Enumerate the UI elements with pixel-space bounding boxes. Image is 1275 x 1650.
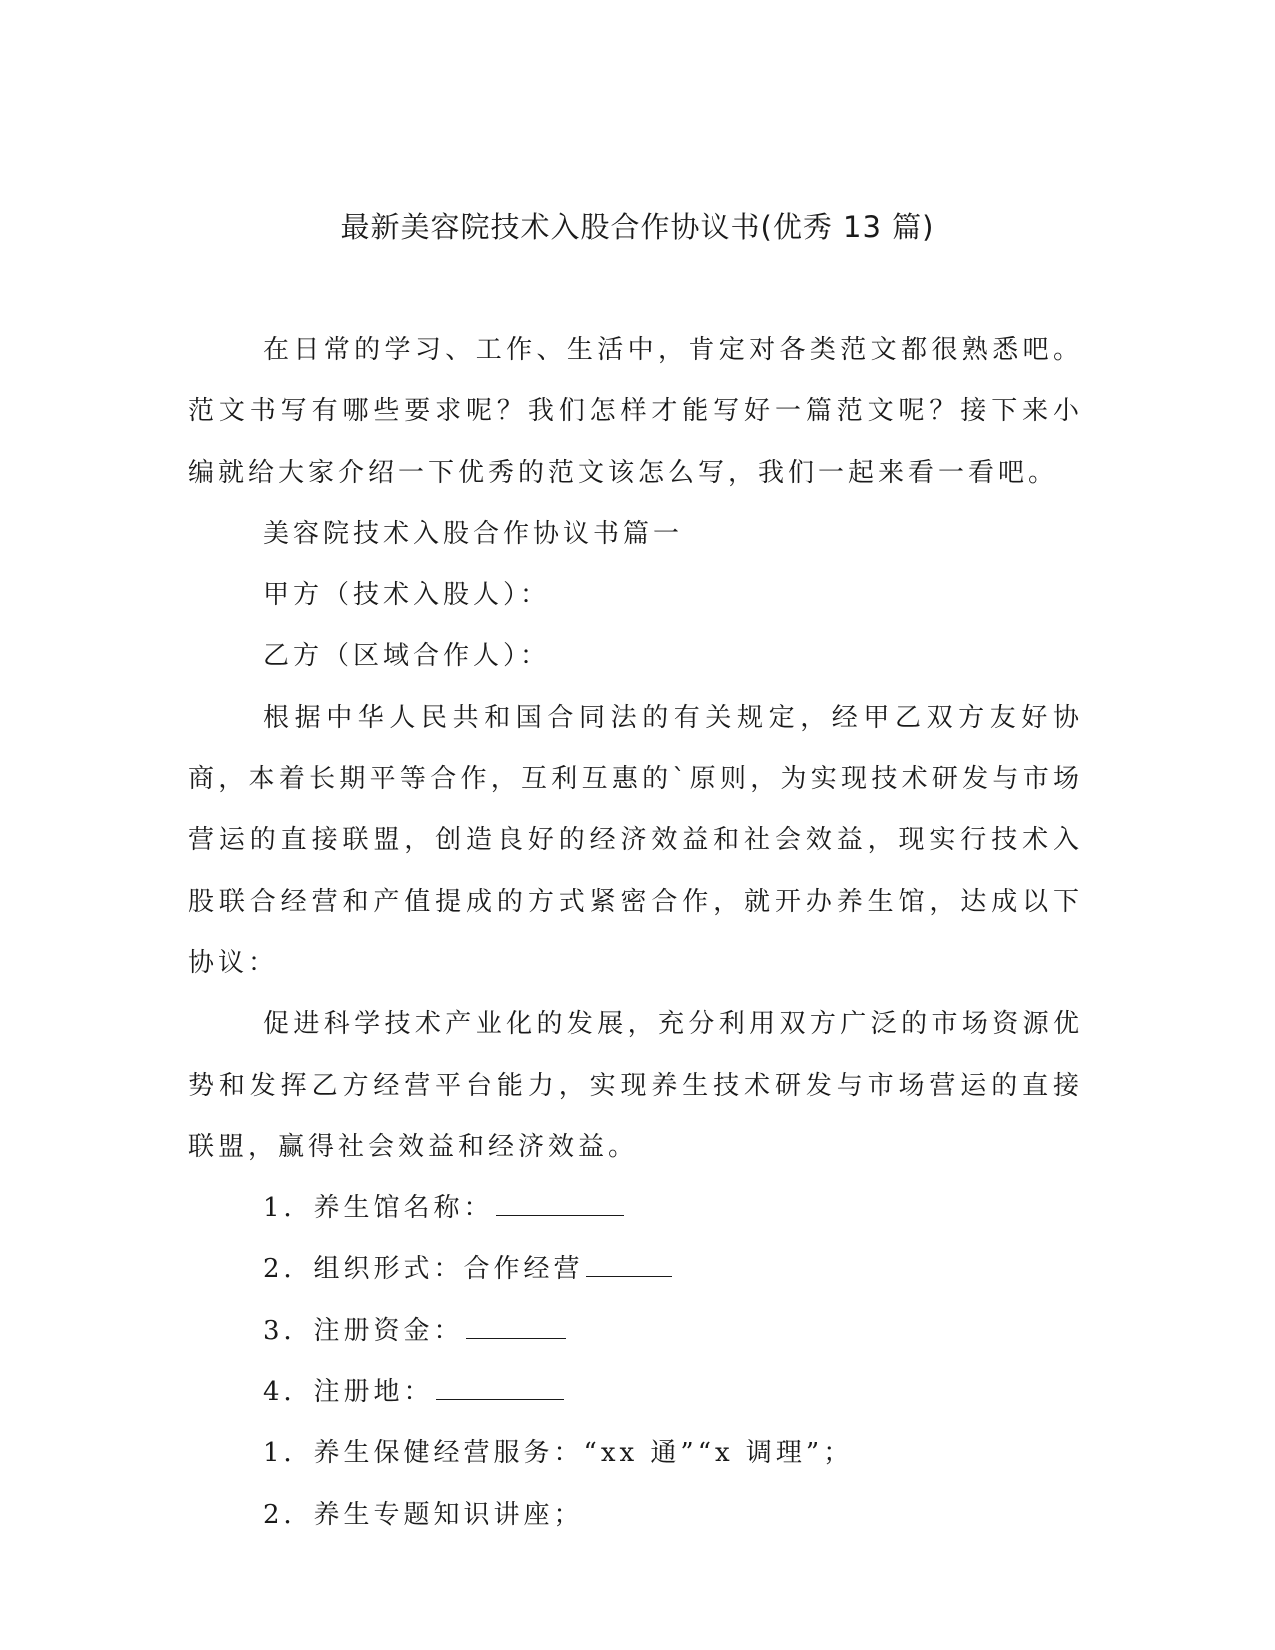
list-item-label: 4．注册地： <box>263 1377 434 1408</box>
fill-blank-line <box>496 1195 624 1216</box>
list-item-address <box>188 1362 1083 1423</box>
fill-blank-line <box>466 1318 566 1339</box>
party-b-line: 乙方（区域合作人）： <box>263 641 551 672</box>
list-item-lecture: 2．养生专题知识讲座； <box>263 1499 584 1530</box>
agreement-paragraph: 根据中华人民共和国合同法的有关规定，经甲乙双方友好协商，本着长期平等合作，互利互惠的`原则，为实现技术研发与市场营运的直接联盟，创造良好的经济效益和社会效益，现实行技术入股联合经营和产值提成的方式紧密合作，就开办养生馆，达成以下协议： <box>188 702 1083 978</box>
intro-paragraph: 在日常的学习、工作、生活中，肯定对各类范文都很熟悉吧。范文书写有哪些要求呢？我们怎样才能写好一篇范文呢？接下来小编就给大家介绍一下优秀的范文该怎么写，我们一起来看一看吧。 <box>188 335 1083 488</box>
fill-blank-line <box>586 1256 672 1277</box>
list-item-service: 1．养生保健经营服务：“xx 通”“x 调理”； <box>263 1438 854 1469</box>
document-body <box>188 320 1083 1546</box>
list-item-form <box>188 1239 1083 1300</box>
fill-blank-line <box>436 1379 564 1400</box>
list-item-name <box>188 1178 1083 1239</box>
list-item-label: 3．注册资金： <box>263 1315 464 1346</box>
purpose-paragraph: 促进科学技术产业化的发展，充分利用双方广泛的市场资源优势和发挥乙方经营平台能力，实现养生技术研发与市场营运的直接联盟，赢得社会效益和经济效益。 <box>188 1009 1083 1162</box>
document-title: 最新美容院技术入股合作协议书(优秀 13 篇) <box>340 210 935 244</box>
list-item-label: 2．组织形式：合作经营 <box>263 1254 584 1285</box>
section-heading: 美容院技术入股合作协议书篇一 <box>263 518 684 549</box>
list-item-label: 1．养生馆名称： <box>263 1193 494 1224</box>
list-item-capital <box>188 1301 1083 1362</box>
party-a-line: 甲方（技术入股人）： <box>263 580 551 611</box>
